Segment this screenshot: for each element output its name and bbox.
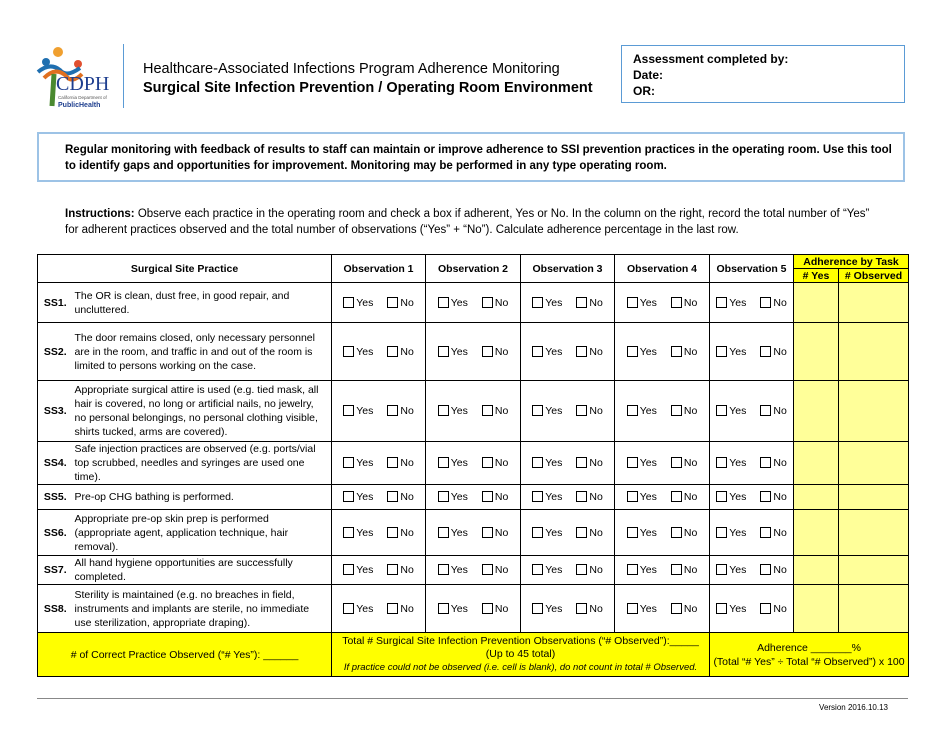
no-checkbox[interactable]	[576, 346, 587, 357]
info-box	[37, 132, 905, 182]
no-label: No	[589, 602, 603, 615]
practice-text: Appropriate surgical attire is used (e.g. tied mask, all hair is covered, no long or artificial nails, no jewelry, no personal belongings, no personal clothing visible, shirts tucked, arms are covered).	[73, 381, 332, 442]
no-label: No	[494, 564, 509, 576]
yes-checkbox[interactable]	[343, 564, 354, 575]
yes-checkbox[interactable]	[627, 346, 638, 357]
table-row	[38, 323, 909, 381]
form-title: Surgical Site Infection Prevention / Operating Room Environment	[143, 80, 593, 96]
observation-cell	[521, 485, 615, 510]
yes-checkbox[interactable]	[438, 297, 449, 308]
no-checkbox[interactable]	[576, 527, 587, 538]
yes-checkbox[interactable]	[627, 564, 638, 575]
observation-cell	[426, 442, 521, 485]
yes-checkbox[interactable]	[343, 491, 354, 502]
yes-label: Yes	[545, 457, 563, 469]
yes-label: Yes	[639, 457, 657, 469]
yes-label: Yes	[356, 457, 374, 469]
practice-id: SS7.	[38, 556, 73, 585]
practice-id: SS8.	[38, 585, 73, 633]
observed-count-cell[interactable]	[839, 323, 909, 381]
yes-label: Yes	[450, 602, 468, 615]
observation-cell	[615, 585, 710, 633]
no-checkbox[interactable]	[760, 564, 771, 575]
observed-count-cell[interactable]	[839, 510, 909, 556]
no-label: No	[589, 491, 603, 503]
yes-label: Yes	[639, 405, 657, 417]
yes-checkbox[interactable]	[343, 405, 354, 416]
yes-checkbox[interactable]	[343, 346, 354, 357]
yes-count-cell[interactable]	[794, 283, 839, 323]
obs-header-1: Observation 1	[332, 255, 426, 283]
adherence-cell	[710, 633, 909, 677]
no-label: No	[589, 457, 603, 469]
no-label: No	[589, 296, 603, 309]
no-checkbox[interactable]	[387, 457, 398, 468]
obs-header-2: Observation 2	[426, 255, 521, 283]
obs-header-5: Observation 5	[710, 255, 794, 283]
yes-checkbox[interactable]	[532, 564, 543, 575]
practice-id: SS6.	[38, 510, 73, 556]
footer-divider	[37, 698, 908, 699]
no-label: No	[773, 345, 787, 358]
total-observations-note: If practice could not be observed (i.e. cell is blank), do not count in total # Observed.	[343, 662, 698, 673]
yes-label: Yes	[639, 564, 657, 576]
correct-practice-observed[interactable]: # of Correct Practice Observed (“# Yes”): ______	[38, 633, 332, 677]
observation-cell	[710, 510, 794, 556]
observation-cell	[332, 442, 426, 485]
program-title: Healthcare-Associated Infections Program Adherence Monitoring	[143, 61, 560, 77]
table-row	[38, 556, 909, 585]
no-label: No	[773, 602, 787, 615]
no-checkbox[interactable]	[576, 603, 587, 614]
no-label: No	[683, 405, 698, 417]
yes-checkbox[interactable]	[438, 527, 449, 538]
yes-count-cell[interactable]	[794, 442, 839, 485]
no-checkbox[interactable]	[482, 297, 493, 308]
practice-id: SS2.	[38, 323, 73, 381]
adherence-by-task-header: Adherence by Task	[794, 255, 909, 269]
yes-checkbox[interactable]	[532, 297, 543, 308]
yes-checkbox[interactable]	[532, 405, 543, 416]
no-checkbox[interactable]	[671, 564, 682, 575]
observed-count-cell[interactable]	[839, 485, 909, 510]
no-label: No	[494, 602, 509, 615]
no-label: No	[683, 296, 698, 309]
obs-header-4: Observation 4	[615, 255, 710, 283]
no-checkbox[interactable]	[482, 491, 493, 502]
observation-cell	[521, 585, 615, 633]
no-label: No	[400, 602, 414, 615]
observation-cell	[710, 323, 794, 381]
total-observations-cell	[332, 633, 710, 677]
no-label: No	[683, 457, 698, 469]
no-checkbox[interactable]	[760, 457, 771, 468]
observation-cell	[710, 442, 794, 485]
observation-cell	[615, 485, 710, 510]
yes-checkbox[interactable]	[716, 527, 727, 538]
no-checkbox[interactable]	[671, 297, 682, 308]
observed-count-cell[interactable]	[839, 381, 909, 442]
or-field[interactable]: OR:	[633, 84, 655, 98]
observation-cell	[521, 442, 615, 485]
practice-text: Safe injection practices are observed (e.g. ports/vial top scrubbed, needles and syringes are used one time).	[73, 442, 332, 485]
observation-cell	[332, 585, 426, 633]
table-row	[38, 381, 909, 442]
no-label: No	[683, 602, 698, 615]
total-observations-limit: (Up to 45 total)	[485, 648, 556, 660]
no-checkbox[interactable]	[760, 527, 771, 538]
observation-cell	[521, 283, 615, 323]
no-checkbox[interactable]	[387, 564, 398, 575]
no-checkbox[interactable]	[760, 491, 771, 502]
no-checkbox[interactable]	[576, 491, 587, 502]
no-label: No	[773, 296, 787, 309]
yes-label: Yes	[639, 602, 657, 615]
practice-text: Sterility is maintained (e.g. no breaches in field, instruments and implants are sterile, no immediate use sterilization, appropriate draping).	[73, 585, 332, 633]
observation-cell	[426, 323, 521, 381]
yes-label: Yes	[545, 564, 563, 576]
yes-checkbox[interactable]	[343, 457, 354, 468]
practice-text: Pre-op CHG bathing is performed.	[73, 485, 332, 510]
yes-count-cell[interactable]	[794, 510, 839, 556]
yes-label: Yes	[729, 491, 747, 503]
yes-checkbox[interactable]	[716, 405, 727, 416]
assessment-box	[621, 45, 905, 103]
yes-label: Yes	[729, 526, 747, 539]
info-text: Regular monitoring with feedback of results to staff can maintain or improve adherence to SSI prevention practices in the operating room. Use this tool to identify gaps and opportunities for improvement. Monitoring may be performed in any type operating room.	[65, 144, 892, 172]
yes-label: Yes	[639, 345, 657, 358]
yes-label: Yes	[729, 296, 747, 309]
yes-checkbox[interactable]	[343, 527, 354, 538]
observation-cell	[332, 283, 426, 323]
yes-label: Yes	[729, 345, 747, 358]
no-label: No	[589, 526, 603, 539]
no-checkbox[interactable]	[671, 346, 682, 357]
practice-text: Appropriate pre-op skin prep is performed (appropriate agent, application technique, hair removal).	[73, 510, 332, 556]
observation-cell	[710, 585, 794, 633]
date-field[interactable]: Date:	[633, 68, 664, 82]
no-label: No	[773, 526, 787, 539]
no-checkbox[interactable]	[387, 297, 398, 308]
no-label: No	[400, 296, 414, 309]
practice-id: SS4.	[38, 442, 73, 485]
yes-label: Yes	[450, 564, 468, 576]
yes-checkbox[interactable]	[716, 457, 727, 468]
yes-checkbox[interactable]	[627, 297, 638, 308]
obs-header-3: Observation 3	[521, 255, 615, 283]
no-checkbox[interactable]	[671, 527, 682, 538]
practice-id: SS3.	[38, 381, 73, 442]
yes-checkbox[interactable]	[438, 491, 449, 502]
practice-id: SS5.	[38, 485, 73, 510]
yes-checkbox[interactable]	[532, 527, 543, 538]
practice-text: All hand hygiene opportunities are successfully completed.	[73, 556, 332, 585]
yes-checkbox[interactable]	[438, 405, 449, 416]
observation-cell	[332, 485, 426, 510]
observation-cell	[521, 510, 615, 556]
no-checkbox[interactable]	[760, 346, 771, 357]
no-label: No	[773, 457, 787, 469]
yes-checkbox[interactable]	[438, 457, 449, 468]
yes-checkbox[interactable]	[627, 603, 638, 614]
yes-checkbox[interactable]	[532, 457, 543, 468]
no-checkbox[interactable]	[760, 297, 771, 308]
yes-count-cell[interactable]	[794, 485, 839, 510]
instructions-text: Observe each practice in the operating room and check a box if adherent, Yes or No. In the column on the right, record the total number of “Yes” for adherent practices observed and the total number of observations (“Yes” + “No”). Calculate adherence percentage in the last row.	[65, 208, 870, 236]
observation-cell	[615, 283, 710, 323]
no-label: No	[683, 491, 698, 503]
no-checkbox[interactable]	[576, 457, 587, 468]
yes-label: Yes	[545, 526, 563, 539]
yes-label: Yes	[356, 564, 374, 576]
no-label: No	[400, 564, 414, 576]
yes-label: Yes	[356, 491, 374, 503]
yes-checkbox[interactable]	[716, 346, 727, 357]
no-checkbox[interactable]	[576, 297, 587, 308]
observation-cell	[521, 323, 615, 381]
yes-label: Yes	[356, 602, 374, 615]
no-label: No	[773, 491, 787, 503]
yes-checkbox[interactable]	[627, 527, 638, 538]
cdph-logo	[36, 44, 122, 112]
observation-cell	[710, 381, 794, 442]
yes-label: Yes	[729, 564, 747, 576]
no-label: No	[494, 345, 509, 358]
no-checkbox[interactable]	[387, 491, 398, 502]
yes-checkbox[interactable]	[627, 457, 638, 468]
no-checkbox[interactable]	[760, 603, 771, 614]
yes-checkbox[interactable]	[532, 346, 543, 357]
observation-cell	[615, 323, 710, 381]
table-row	[38, 485, 909, 510]
observation-cell	[521, 381, 615, 442]
yes-label: Yes	[729, 602, 747, 615]
no-checkbox[interactable]	[482, 527, 493, 538]
yes-label: Yes	[729, 405, 747, 417]
no-label: No	[683, 526, 698, 539]
practice-text: The door remains closed, only necessary personnel are in the room, and traffic in and out of the room is limited to persons working on the case.	[73, 323, 332, 381]
yes-label: Yes	[545, 491, 563, 503]
observation-cell	[426, 510, 521, 556]
no-checkbox[interactable]	[671, 457, 682, 468]
yes-label: Yes	[639, 526, 657, 539]
yes-checkbox[interactable]	[343, 603, 354, 614]
header-divider	[123, 44, 124, 108]
version-label: Version 2016.10.13	[819, 703, 888, 712]
practice-table	[37, 254, 909, 677]
yes-checkbox[interactable]	[716, 491, 727, 502]
yes-count-cell[interactable]	[794, 381, 839, 442]
yes-label: Yes	[545, 345, 563, 358]
no-checkbox[interactable]	[671, 603, 682, 614]
yes-label: Yes	[545, 602, 563, 615]
yes-checkbox[interactable]	[627, 491, 638, 502]
yes-checkbox[interactable]	[627, 405, 638, 416]
assessment-completed-by-field[interactable]: Assessment completed by:	[633, 52, 789, 66]
no-label: No	[400, 491, 414, 503]
table-row	[38, 585, 909, 633]
svg-text:PublicHealth: PublicHealth	[58, 102, 101, 109]
yes-label: Yes	[545, 296, 563, 309]
observation-cell	[615, 381, 710, 442]
no-checkbox[interactable]	[482, 346, 493, 357]
yes-checkbox[interactable]	[532, 603, 543, 614]
no-label: No	[773, 405, 787, 417]
no-label: No	[589, 564, 603, 576]
observation-cell	[710, 283, 794, 323]
yes-label: Yes	[356, 405, 374, 417]
no-checkbox[interactable]	[482, 457, 493, 468]
yes-checkbox[interactable]	[438, 603, 449, 614]
observed-count-header: # Observed	[839, 269, 909, 283]
yes-label: Yes	[450, 457, 468, 469]
no-label: No	[683, 345, 698, 358]
svg-text:CDPH: CDPH	[56, 73, 110, 95]
no-checkbox[interactable]	[482, 564, 493, 575]
observation-cell	[426, 556, 521, 585]
no-label: No	[589, 405, 603, 417]
no-label: No	[400, 457, 414, 469]
practice-header: Surgical Site Practice	[38, 255, 332, 283]
observation-cell	[521, 556, 615, 585]
observed-count-cell[interactable]	[839, 585, 909, 633]
yes-label: Yes	[356, 296, 374, 309]
no-label: No	[589, 345, 603, 358]
observation-cell	[332, 381, 426, 442]
observation-cell	[332, 510, 426, 556]
observation-cell	[426, 485, 521, 510]
yes-label: Yes	[450, 345, 468, 358]
no-checkbox[interactable]	[760, 405, 771, 416]
yes-label: Yes	[450, 491, 468, 503]
svg-text:California Department of: California Department of	[58, 95, 107, 100]
yes-checkbox[interactable]	[532, 491, 543, 502]
no-checkbox[interactable]	[671, 491, 682, 502]
yes-label: Yes	[639, 491, 657, 503]
no-label: No	[494, 457, 509, 469]
total-observations-label[interactable]: Total # Surgical Site Infection Prevention Observations (“# Observed”):_____	[342, 635, 699, 647]
no-label: No	[494, 491, 509, 503]
yes-checkbox[interactable]	[438, 346, 449, 357]
no-label: No	[494, 296, 509, 309]
no-checkbox[interactable]	[576, 564, 587, 575]
adherence-percentage[interactable]: Adherence _______%	[757, 641, 861, 654]
yes-label: Yes	[450, 296, 468, 309]
no-checkbox[interactable]	[576, 405, 587, 416]
no-checkbox[interactable]	[387, 346, 398, 357]
yes-checkbox[interactable]	[716, 297, 727, 308]
no-label: No	[494, 405, 509, 417]
observation-cell	[615, 510, 710, 556]
observation-cell	[710, 556, 794, 585]
observed-count-cell[interactable]	[839, 556, 909, 585]
observation-cell	[426, 381, 521, 442]
no-checkbox[interactable]	[387, 527, 398, 538]
no-label: No	[400, 345, 414, 358]
instructions-label: Instructions:	[65, 208, 135, 220]
table-row	[38, 442, 909, 485]
yes-label: Yes	[356, 526, 374, 539]
observation-cell	[426, 585, 521, 633]
no-label: No	[400, 526, 414, 539]
adherence-formula: (Total “# Yes” ÷ Total “# Observed”) x 100	[713, 655, 905, 668]
no-label: No	[683, 564, 698, 576]
observation-cell	[615, 556, 710, 585]
no-checkbox[interactable]	[671, 405, 682, 416]
yes-checkbox[interactable]	[716, 564, 727, 575]
observed-count-cell[interactable]	[839, 283, 909, 323]
yes-label: Yes	[545, 405, 563, 417]
practice-id: SS1.	[38, 283, 73, 323]
yes-label: Yes	[729, 457, 747, 469]
no-checkbox[interactable]	[482, 405, 493, 416]
no-label: No	[400, 405, 414, 417]
yes-checkbox[interactable]	[343, 297, 354, 308]
yes-checkbox[interactable]	[438, 564, 449, 575]
observed-count-cell[interactable]	[839, 442, 909, 485]
no-checkbox[interactable]	[387, 405, 398, 416]
no-checkbox[interactable]	[387, 603, 398, 614]
yes-label: Yes	[356, 345, 374, 358]
instructions	[65, 206, 885, 238]
no-label: No	[773, 564, 787, 576]
yes-label: Yes	[450, 405, 468, 417]
yes-count-cell[interactable]	[794, 323, 839, 381]
observation-cell	[332, 323, 426, 381]
yes-checkbox[interactable]	[716, 603, 727, 614]
observation-cell	[332, 556, 426, 585]
no-checkbox[interactable]	[482, 603, 493, 614]
yes-count-header: # Yes	[794, 269, 839, 283]
yes-count-cell[interactable]	[794, 585, 839, 633]
yes-label: Yes	[639, 296, 657, 309]
table-row	[38, 510, 909, 556]
observation-cell	[710, 485, 794, 510]
table-row	[38, 283, 909, 323]
yes-count-cell[interactable]	[794, 556, 839, 585]
practice-text: The OR is clean, dust free, in good repair, and uncluttered.	[73, 283, 332, 323]
observation-cell	[615, 442, 710, 485]
yes-label: Yes	[450, 526, 468, 539]
no-label: No	[494, 526, 509, 539]
observation-cell	[426, 283, 521, 323]
